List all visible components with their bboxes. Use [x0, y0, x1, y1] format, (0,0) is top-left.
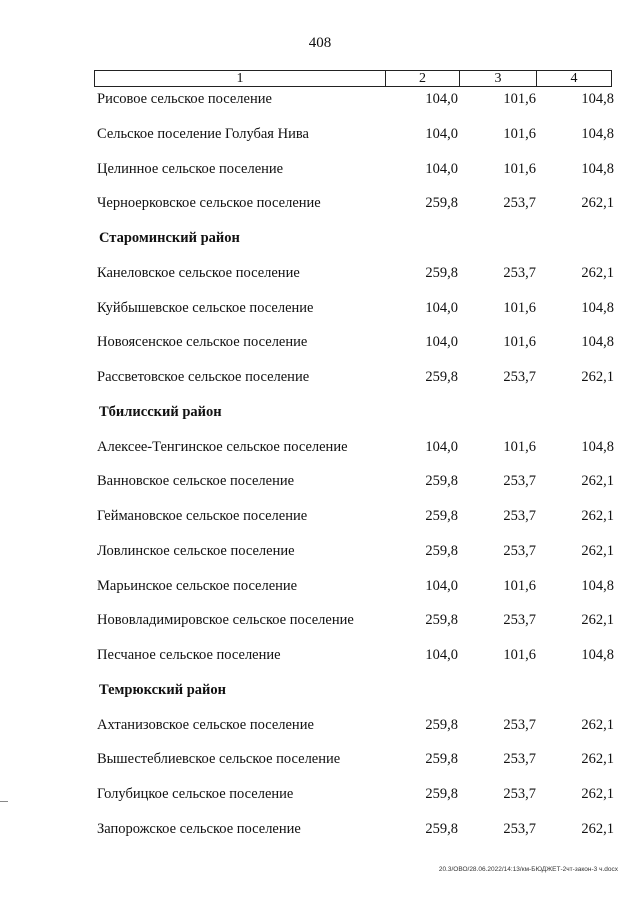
district-name: Староминский район [99, 230, 240, 246]
value-col-4: 104,8 [581, 647, 614, 663]
value-col-3: 253,7 [503, 264, 536, 281]
file-path-footer: 20.3/ОВО/28.06.2022/14:13/км-БЮДЖЕТ-2чт-закон-3 ч.docx [438, 866, 618, 873]
settlement-name: Голубицкое сельское поселение [97, 786, 294, 802]
value-col-2: 259,8 [425, 264, 458, 281]
value-col-4: 104,8 [581, 334, 614, 351]
table-header [94, 70, 612, 87]
settlement-name: Черноерковское сельское поселение [97, 195, 321, 212]
value-col-2: 259,8 [425, 542, 458, 559]
value-col-2: 104,0 [425, 125, 458, 142]
district-heading [0, 678, 640, 702]
value-col-3: 101,6 [503, 299, 536, 316]
value-col-3: 101,6 [503, 91, 536, 107]
table-row [0, 191, 640, 215]
table-row [0, 713, 640, 737]
value-col-4: 262,1 [581, 264, 614, 281]
value-col-3: 101,6 [503, 125, 536, 142]
value-col-3: 101,6 [503, 647, 536, 663]
value-col-4: 262,1 [581, 751, 614, 768]
table-row [0, 122, 640, 146]
settlement-name: Запорожское сельское поселение [97, 820, 301, 837]
table-row [0, 747, 640, 771]
settlement-name: Вышестеблиевское сельское поселение [97, 751, 341, 768]
value-col-4: 104,8 [581, 299, 614, 316]
district-name: Тбилисский район [99, 403, 222, 420]
table-row [0, 817, 640, 841]
table-row [0, 643, 640, 667]
table-row [0, 87, 640, 111]
header-col-3: 3 [460, 71, 537, 86]
value-col-3: 101,6 [503, 438, 536, 455]
value-col-4: 262,1 [581, 508, 614, 524]
value-col-3: 253,7 [503, 820, 536, 837]
value-col-2: 259,8 [425, 716, 458, 733]
value-col-2: 259,8 [425, 473, 458, 490]
value-col-4: 262,1 [581, 473, 614, 490]
value-col-2: 104,0 [425, 91, 458, 107]
value-col-3: 253,7 [503, 786, 536, 802]
settlement-name: Целинное сельское поселение [97, 160, 284, 177]
settlement-name: Геймановское сельское поселение [97, 508, 308, 524]
table-row [0, 469, 640, 493]
value-col-2: 259,8 [425, 751, 458, 768]
value-col-2: 104,0 [425, 160, 458, 177]
value-col-4: 262,1 [581, 542, 614, 559]
value-col-3: 101,6 [503, 577, 536, 594]
table-row [0, 261, 640, 285]
table-row [0, 435, 640, 459]
value-col-2: 104,0 [425, 334, 458, 351]
settlement-name: Ловлинское сельское поселение [97, 542, 295, 559]
settlement-name: Канеловское сельское поселение [97, 264, 300, 281]
table-row [0, 330, 640, 354]
table-row [0, 782, 640, 806]
settlement-name: Марьинское сельское поселение [97, 577, 298, 594]
value-col-4: 104,8 [581, 577, 614, 594]
table-row [0, 296, 640, 320]
district-name: Темрюкский район [99, 681, 226, 698]
table-row [0, 539, 640, 563]
value-col-3: 253,7 [503, 508, 536, 524]
value-col-2: 104,0 [425, 438, 458, 455]
value-col-3: 253,7 [503, 542, 536, 559]
value-col-3: 101,6 [503, 334, 536, 351]
district-heading [0, 400, 640, 424]
value-col-3: 253,7 [503, 716, 536, 733]
settlement-name: Рисовое сельское поселение [97, 91, 272, 107]
value-col-4: 262,1 [581, 716, 614, 733]
table-row [0, 574, 640, 598]
settlement-name: Песчаное сельское поселение [97, 647, 281, 663]
table-row [0, 608, 640, 632]
value-col-4: 104,8 [581, 91, 614, 107]
settlement-name: Ахтанизовское сельское поселение [97, 716, 314, 733]
value-col-3: 253,7 [503, 751, 536, 768]
table-row [0, 157, 640, 181]
settlement-name: Алексее-Тенгинское сельское поселение [97, 438, 348, 455]
value-col-2: 259,8 [425, 820, 458, 837]
value-col-2: 104,0 [425, 299, 458, 316]
header-col-1: 1 [95, 71, 386, 86]
settlement-name: Нововладимировское сельское поселение [97, 612, 354, 629]
value-col-2: 259,8 [425, 508, 458, 524]
value-col-4: 262,1 [581, 786, 614, 802]
value-col-4: 104,8 [581, 160, 614, 177]
page-number: 408 [308, 35, 332, 51]
value-col-4: 262,1 [581, 820, 614, 837]
value-col-4: 262,1 [581, 369, 614, 385]
margin-mark [0, 801, 8, 802]
header-col-4: 4 [570, 71, 578, 86]
settlement-name: Куйбышевское сельское поселение [97, 299, 314, 316]
value-col-4: 104,8 [581, 125, 614, 142]
value-col-3: 253,7 [503, 195, 536, 212]
table-row [0, 365, 640, 389]
value-col-3: 253,7 [503, 369, 536, 385]
value-col-2: 259,8 [425, 786, 458, 802]
header-col-2: 2 [386, 71, 460, 86]
value-col-2: 104,0 [425, 647, 458, 663]
settlement-name: Ванновское сельское поселение [97, 473, 295, 490]
value-col-4: 104,8 [581, 438, 614, 455]
value-col-2: 259,8 [425, 195, 458, 212]
district-heading [0, 226, 640, 250]
value-col-3: 253,7 [503, 473, 536, 490]
value-col-4: 262,1 [581, 195, 614, 212]
settlement-name: Сельское поселение Голубая Нива [97, 125, 309, 142]
table-row [0, 504, 640, 528]
settlement-name: Рассветовское сельское поселение [97, 369, 310, 385]
value-col-4: 262,1 [581, 612, 614, 629]
value-col-2: 104,0 [425, 577, 458, 594]
value-col-3: 253,7 [503, 612, 536, 629]
settlement-name: Новоясенское сельское поселение [97, 334, 308, 351]
value-col-2: 259,8 [425, 612, 458, 629]
value-col-3: 101,6 [503, 160, 536, 177]
value-col-2: 259,8 [425, 369, 458, 385]
